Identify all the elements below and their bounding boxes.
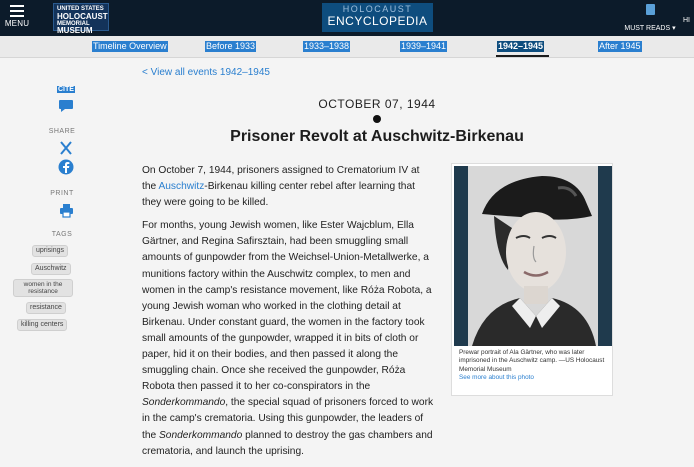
print-label: PRINT [50, 190, 74, 197]
portrait-photo[interactable] [454, 166, 612, 346]
logo-line-4: MUSEUM [57, 26, 93, 35]
museum-logo[interactable] [53, 3, 109, 35]
must-reads-label: MUST READS ▾ [624, 25, 676, 32]
encyclopedia-title-line-2: ENCYCLOPEDIA [327, 14, 428, 28]
tab-after-1945[interactable]: After 1945 [599, 41, 641, 51]
see-more-photo-link[interactable]: See more about this photo [459, 373, 534, 381]
logo-line-2: HOLOCAUST [57, 11, 108, 21]
article-paragraph-1 [142, 163, 436, 211]
tab-before-1933[interactable]: Before 1933 [206, 41, 256, 51]
book-icon [646, 4, 655, 15]
article-paragraph-2 [142, 218, 436, 459]
tag-auschwitz[interactable]: Auschwitz [31, 263, 71, 275]
photo-card [451, 163, 613, 396]
event-date: OCTOBER 07, 1944 [318, 97, 436, 111]
x-twitter-icon[interactable] [59, 141, 73, 155]
p2-text-a: For months, young Jewish women, like Ester Wajcblum, Ella Gärtner, and Regina Safirsztain, had been smuggling small amounts of gunpowder from the Weichsel-Union-Metallwerke, a munitions factory within the Auschwitz complex, to men and women in the camp's resistance movement, like Róża Robota, a young Jewish woman who worked in the clothing detail at Birkenau. Under constant guard, the women in the factory took small amounts of the gunpowder, wrapped it in bits of cloth or paper, hid it on their bodies, and then passed it along the smuggling chain. Once she received the gunpowder, Róża Robota then passed it to her co-conspirators in the [142, 220, 432, 393]
speech-bubble-icon[interactable] [58, 98, 74, 114]
p2-sonderkommando-2: Sonderkommando [159, 429, 243, 441]
share-label: SHARE [48, 128, 76, 135]
encyclopedia-title-line-1: HOLOCAUST [342, 4, 413, 14]
top-bar [0, 0, 694, 36]
facebook-icon[interactable] [58, 159, 74, 175]
p1-text-a: On October 7, 1944, prisoners assigned to Crematorium IV at the [142, 165, 420, 193]
tags-heading: TAGS [51, 231, 73, 238]
timeline-dot [373, 115, 381, 123]
tag-uprisings[interactable]: uprisings [32, 245, 68, 257]
auschwitz-link[interactable]: Auschwitz [158, 181, 205, 193]
timeline-nav [0, 36, 694, 58]
view-all-events-link[interactable]: < View all events 1942–1945 [142, 67, 270, 78]
tab-1933-1938[interactable]: 1933–1938 [304, 41, 350, 51]
tab-timeline-overview[interactable]: Timeline Overview [93, 41, 167, 51]
p1-text-b: -Birkenau killing center rebel after learning that they were going to be killed. [142, 181, 415, 209]
logo-line-1: UNITED STATES [57, 6, 104, 12]
logo-line-3: MEMORIAL [57, 20, 90, 27]
event-title: Prisoner Revolt at Auschwitz-Birkenau [230, 128, 524, 145]
hamburger-icon [10, 5, 24, 17]
p2-sonderkommando-1: Sonderkommando [142, 397, 226, 409]
must-reads-button[interactable] [622, 4, 678, 32]
active-tab-underline [496, 55, 549, 57]
p2-text-c: planned to destroy the gas chambers and crematoria, and launch the uprising. [142, 429, 433, 457]
header-cut-off-label[interactable]: HI [683, 17, 690, 24]
tag-killing-centers[interactable]: killing centers [17, 319, 67, 331]
menu-label: MENU [4, 19, 30, 28]
tab-1939-1941[interactable]: 1939–1941 [401, 41, 447, 51]
encyclopedia-title[interactable] [322, 3, 433, 32]
photo-caption-text: Prewar portrait of Ala Gärtner, who was later imprisoned in the Auschwitz camp. —US Holocaust Memorial Museum [459, 349, 605, 373]
cite-label[interactable]: CITE [58, 86, 74, 93]
p2-text-b: , the special squad of prisoners forced to work in the camp's crematoria. Using this gunpowder, the leaders of the [142, 397, 434, 441]
printer-icon[interactable] [59, 203, 74, 218]
tab-1942-1945[interactable]: 1942–1945 [498, 41, 544, 51]
photo-caption [459, 349, 609, 382]
menu-button[interactable] [2, 2, 32, 34]
tag-resistance[interactable]: resistance [26, 302, 66, 314]
article-body [142, 163, 436, 467]
tag-women-in-the-resistance[interactable]: women in the resistance [13, 279, 73, 297]
